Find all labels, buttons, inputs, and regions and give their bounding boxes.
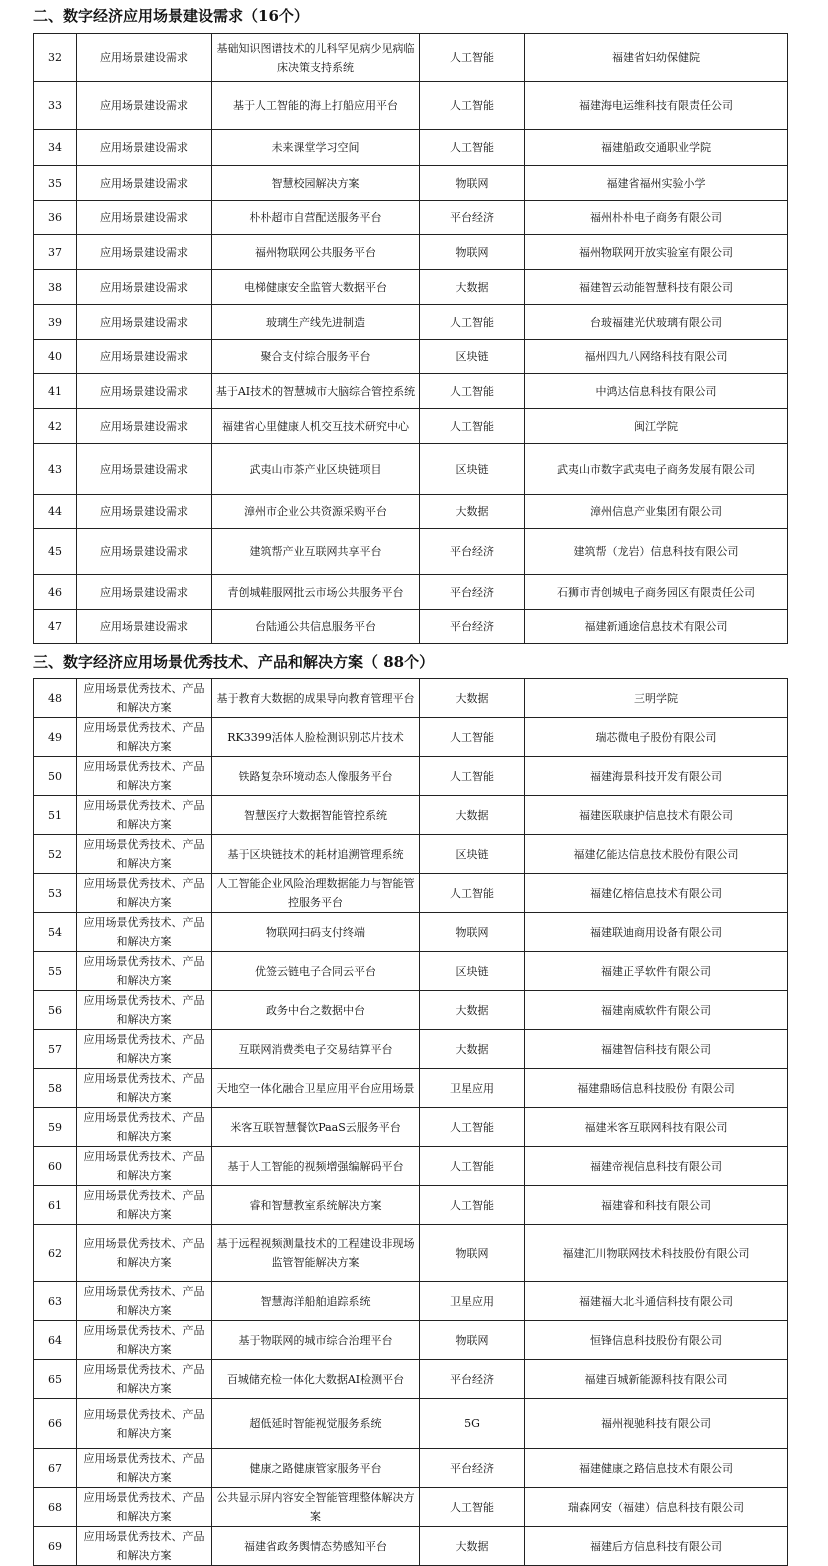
row-field: 平台经济 — [420, 1360, 525, 1399]
row-name: 福建省政务舆情态势感知平台 — [212, 1527, 420, 1566]
row-name: 电梯健康安全监管大数据平台 — [212, 270, 420, 305]
row-name: 武夷山市茶产业区块链项目 — [212, 444, 420, 495]
row-field: 人工智能 — [420, 1488, 525, 1527]
row-unit: 福建新通途信息技术有限公司 — [525, 610, 788, 644]
table-row — [34, 1069, 788, 1108]
row-unit: 福建海景科技开发有限公司 — [525, 757, 788, 796]
table-row — [34, 1186, 788, 1225]
row-category: 应用场景优秀技术、产品和解决方案 — [77, 991, 212, 1030]
row-number: 65 — [34, 1360, 77, 1399]
row-number: 59 — [34, 1108, 77, 1147]
row-number: 55 — [34, 952, 77, 991]
row-number: 68 — [34, 1488, 77, 1527]
row-unit: 漳州信息产业集团有限公司 — [525, 495, 788, 529]
row-category: 应用场景优秀技术、产品和解决方案 — [77, 1108, 212, 1147]
row-category: 应用场景优秀技术、产品和解决方案 — [77, 835, 212, 874]
row-name: 天地空一体化融合卫星应用平台应用场景 — [212, 1069, 420, 1108]
row-unit: 三明学院 — [525, 679, 788, 718]
row-unit: 福州物联网开放实验室有限公司 — [525, 235, 788, 270]
row-category: 应用场景建设需求 — [77, 201, 212, 235]
row-category: 应用场景优秀技术、产品和解决方案 — [77, 1488, 212, 1527]
row-name: 公共显示屏内容安全智能管理整体解决方案 — [212, 1488, 420, 1527]
table-row — [34, 1527, 788, 1566]
row-field: 平台经济 — [420, 529, 525, 575]
row-field: 人工智能 — [420, 409, 525, 444]
row-field: 平台经济 — [420, 201, 525, 235]
table-row — [34, 1108, 788, 1147]
row-category: 应用场景优秀技术、产品和解决方案 — [77, 1186, 212, 1225]
row-field: 人工智能 — [420, 874, 525, 913]
row-category: 应用场景优秀技术、产品和解决方案 — [77, 796, 212, 835]
table-row — [34, 82, 788, 130]
row-unit: 福建亿榕信息技术有限公司 — [525, 874, 788, 913]
row-name: 朴朴超市自营配送服务平台 — [212, 201, 420, 235]
row-number: 69 — [34, 1527, 77, 1566]
row-name: 福建省心里健康人机交互技术研究中心 — [212, 409, 420, 444]
row-unit: 福建亿能达信息技术股份有限公司 — [525, 835, 788, 874]
table-row — [34, 34, 788, 82]
row-field: 人工智能 — [420, 130, 525, 166]
row-number: 66 — [34, 1399, 77, 1449]
row-unit: 福建米客互联网科技有限公司 — [525, 1108, 788, 1147]
row-name: 建筑帮产业互联网共享平台 — [212, 529, 420, 575]
row-unit: 瑞芯微电子股份有限公司 — [525, 718, 788, 757]
table-row — [34, 1147, 788, 1186]
row-name: 漳州市企业公共资源采购平台 — [212, 495, 420, 529]
row-field: 人工智能 — [420, 82, 525, 130]
table-row — [34, 913, 788, 952]
row-field: 物联网 — [420, 1225, 525, 1282]
row-name: 优签云链电子合同云平台 — [212, 952, 420, 991]
row-category: 应用场景优秀技术、产品和解决方案 — [77, 718, 212, 757]
row-name: 政务中台之数据中台 — [212, 991, 420, 1030]
row-category: 应用场景优秀技术、产品和解决方案 — [77, 1399, 212, 1449]
row-field: 区块链 — [420, 340, 525, 374]
row-name: 睿和智慧教室系统解决方案 — [212, 1186, 420, 1225]
row-name: 人工智能企业风险治理数据能力与智能管控服务平台 — [212, 874, 420, 913]
row-unit: 福建睿和科技有限公司 — [525, 1186, 788, 1225]
row-unit: 福建鼎旸信息科技股份 有限公司 — [525, 1069, 788, 1108]
row-field: 平台经济 — [420, 575, 525, 610]
row-number: 47 — [34, 610, 77, 644]
table-row — [34, 130, 788, 166]
row-number: 62 — [34, 1225, 77, 1282]
row-number: 56 — [34, 991, 77, 1030]
row-unit: 福建智云动能智慧科技有限公司 — [525, 270, 788, 305]
row-unit: 福建南威软件有限公司 — [525, 991, 788, 1030]
row-number: 34 — [34, 130, 77, 166]
row-category: 应用场景建设需求 — [77, 444, 212, 495]
row-category: 应用场景建设需求 — [77, 270, 212, 305]
row-field: 物联网 — [420, 913, 525, 952]
row-category: 应用场景建设需求 — [77, 374, 212, 409]
row-unit: 福建联迪商用设备有限公司 — [525, 913, 788, 952]
table-row — [34, 374, 788, 409]
row-name: 基于教育大数据的成果导向教育管理平台 — [212, 679, 420, 718]
row-unit: 中鸿达信息科技有限公司 — [525, 374, 788, 409]
row-number: 48 — [34, 679, 77, 718]
row-name: 超低延时智能视觉服务系统 — [212, 1399, 420, 1449]
row-field: 区块链 — [420, 444, 525, 495]
row-field: 人工智能 — [420, 374, 525, 409]
table-row — [34, 201, 788, 235]
row-unit: 福建省妇幼保健院 — [525, 34, 788, 82]
row-unit: 闽江学院 — [525, 409, 788, 444]
row-field: 大数据 — [420, 1527, 525, 1566]
row-field: 人工智能 — [420, 757, 525, 796]
row-number: 53 — [34, 874, 77, 913]
row-unit: 福州四九八网络科技有限公司 — [525, 340, 788, 374]
row-category: 应用场景优秀技术、产品和解决方案 — [77, 679, 212, 718]
row-unit: 恒锋信息科技股份有限公司 — [525, 1321, 788, 1360]
row-unit: 福建医联康护信息技术有限公司 — [525, 796, 788, 835]
row-category: 应用场景建设需求 — [77, 575, 212, 610]
row-name: 基础知识图谱技术的儿科罕见病少见病临床决策支持系统 — [212, 34, 420, 82]
row-field: 区块链 — [420, 835, 525, 874]
row-number: 41 — [34, 374, 77, 409]
row-name: 基于人工智能的视频增强编解码平台 — [212, 1147, 420, 1186]
row-category: 应用场景优秀技术、产品和解决方案 — [77, 913, 212, 952]
table-row — [34, 991, 788, 1030]
row-field: 平台经济 — [420, 1449, 525, 1488]
row-unit: 瑞森网安（福建）信息科技有限公司 — [525, 1488, 788, 1527]
solutions-table — [33, 678, 788, 1566]
row-category: 应用场景建设需求 — [77, 166, 212, 201]
row-field: 大数据 — [420, 991, 525, 1030]
row-field: 大数据 — [420, 796, 525, 835]
table-row — [34, 270, 788, 305]
table-row — [34, 305, 788, 340]
row-category: 应用场景建设需求 — [77, 495, 212, 529]
row-unit: 福建船政交通职业学院 — [525, 130, 788, 166]
table-row — [34, 575, 788, 610]
row-number: 61 — [34, 1186, 77, 1225]
section-2-title: 二、数字经济应用场景建设需求（16个） — [33, 7, 309, 25]
row-category: 应用场景优秀技术、产品和解决方案 — [77, 1069, 212, 1108]
row-unit: 武夷山市数字武夷电子商务发展有限公司 — [525, 444, 788, 495]
row-name: 铁路复杂环境动态人像服务平台 — [212, 757, 420, 796]
row-name: 智慧医疗大数据智能管控系统 — [212, 796, 420, 835]
row-name: 聚合支付综合服务平台 — [212, 340, 420, 374]
row-category: 应用场景优秀技术、产品和解决方案 — [77, 1321, 212, 1360]
row-name: 智慧海洋船舶追踪系统 — [212, 1282, 420, 1321]
table-row — [34, 1488, 788, 1527]
row-unit: 福建省福州实验小学 — [525, 166, 788, 201]
row-number: 32 — [34, 34, 77, 82]
row-field: 人工智能 — [420, 1108, 525, 1147]
row-number: 42 — [34, 409, 77, 444]
row-number: 60 — [34, 1147, 77, 1186]
table-row — [34, 1225, 788, 1282]
row-number: 54 — [34, 913, 77, 952]
table-row — [34, 1449, 788, 1488]
row-name: 未来课堂学习空间 — [212, 130, 420, 166]
row-number: 58 — [34, 1069, 77, 1108]
row-name: 米客互联智慧餐饮PaaS云服务平台 — [212, 1108, 420, 1147]
row-field: 大数据 — [420, 270, 525, 305]
row-category: 应用场景建设需求 — [77, 34, 212, 82]
row-field: 人工智能 — [420, 718, 525, 757]
row-unit: 福建百城新能源科技有限公司 — [525, 1360, 788, 1399]
row-name: 玻璃生产线先进制造 — [212, 305, 420, 340]
row-category: 应用场景建设需求 — [77, 409, 212, 444]
table-row — [34, 444, 788, 495]
row-field: 大数据 — [420, 679, 525, 718]
row-name: 福州物联网公共服务平台 — [212, 235, 420, 270]
row-unit: 福建智信科技有限公司 — [525, 1030, 788, 1069]
table-row — [34, 340, 788, 374]
table-row — [34, 952, 788, 991]
row-number: 46 — [34, 575, 77, 610]
row-category: 应用场景优秀技术、产品和解决方案 — [77, 1282, 212, 1321]
row-number: 38 — [34, 270, 77, 305]
row-field: 人工智能 — [420, 1186, 525, 1225]
row-field: 区块链 — [420, 952, 525, 991]
row-number: 52 — [34, 835, 77, 874]
row-field: 人工智能 — [420, 305, 525, 340]
row-name: 台陆通公共信息服务平台 — [212, 610, 420, 644]
row-category: 应用场景建设需求 — [77, 340, 212, 374]
row-number: 49 — [34, 718, 77, 757]
table-row — [34, 235, 788, 270]
table-row — [34, 1321, 788, 1360]
row-field: 人工智能 — [420, 1147, 525, 1186]
row-unit: 台玻福建光伏玻璃有限公司 — [525, 305, 788, 340]
row-number: 43 — [34, 444, 77, 495]
row-unit: 福州朴朴电子商务有限公司 — [525, 201, 788, 235]
row-category: 应用场景优秀技术、产品和解决方案 — [77, 1360, 212, 1399]
row-number: 33 — [34, 82, 77, 130]
row-name: 百城储充检一体化大数据AI检测平台 — [212, 1360, 420, 1399]
row-name: 基于物联网的城市综合治理平台 — [212, 1321, 420, 1360]
row-number: 45 — [34, 529, 77, 575]
row-number: 67 — [34, 1449, 77, 1488]
table-row — [34, 718, 788, 757]
row-number: 35 — [34, 166, 77, 201]
row-unit: 福州视驰科技有限公司 — [525, 1399, 788, 1449]
row-number: 64 — [34, 1321, 77, 1360]
table-row — [34, 495, 788, 529]
row-field: 物联网 — [420, 1321, 525, 1360]
table-row — [34, 835, 788, 874]
row-category: 应用场景优秀技术、产品和解决方案 — [77, 874, 212, 913]
row-unit: 福建健康之路信息技术有限公司 — [525, 1449, 788, 1488]
row-category: 应用场景优秀技术、产品和解决方案 — [77, 952, 212, 991]
row-number: 57 — [34, 1030, 77, 1069]
row-field: 大数据 — [420, 1030, 525, 1069]
row-category: 应用场景建设需求 — [77, 305, 212, 340]
row-field: 5G — [420, 1399, 525, 1449]
row-name: 基于区块链技术的耗材追溯管理系统 — [212, 835, 420, 874]
row-name: 互联网消费类电子交易结算平台 — [212, 1030, 420, 1069]
row-number: 36 — [34, 201, 77, 235]
row-unit: 福建后方信息科技有限公司 — [525, 1527, 788, 1566]
row-field: 卫星应用 — [420, 1069, 525, 1108]
row-category: 应用场景优秀技术、产品和解决方案 — [77, 757, 212, 796]
row-unit: 福建汇川物联网技术科技股份有限公司 — [525, 1225, 788, 1282]
row-category: 应用场景优秀技术、产品和解决方案 — [77, 1527, 212, 1566]
row-number: 39 — [34, 305, 77, 340]
table-row — [34, 1360, 788, 1399]
table-row — [34, 796, 788, 835]
row-field: 人工智能 — [420, 34, 525, 82]
row-number: 51 — [34, 796, 77, 835]
row-field: 卫星应用 — [420, 1282, 525, 1321]
row-name: 健康之路健康管家服务平台 — [212, 1449, 420, 1488]
row-category: 应用场景优秀技术、产品和解决方案 — [77, 1030, 212, 1069]
row-unit: 福建福大北斗通信科技有限公司 — [525, 1282, 788, 1321]
row-category: 应用场景建设需求 — [77, 130, 212, 166]
section-3-title: 三、数字经济应用场景优秀技术、产品和解决方案（ 88个） — [33, 653, 435, 671]
table-row — [34, 874, 788, 913]
table-row — [34, 757, 788, 796]
row-category: 应用场景优秀技术、产品和解决方案 — [77, 1225, 212, 1282]
row-name: 基于人工智能的海上打船应用平台 — [212, 82, 420, 130]
row-unit: 福建海电运维科技有限责任公司 — [525, 82, 788, 130]
row-number: 37 — [34, 235, 77, 270]
row-name: 智慧校园解决方案 — [212, 166, 420, 201]
row-number: 63 — [34, 1282, 77, 1321]
row-name: 青创城鞋服网批云市场公共服务平台 — [212, 575, 420, 610]
table-row — [34, 166, 788, 201]
table-row — [34, 409, 788, 444]
row-category: 应用场景优秀技术、产品和解决方案 — [77, 1449, 212, 1488]
row-name: RK3399活体人脸检测识别芯片技术 — [212, 718, 420, 757]
table-row — [34, 679, 788, 718]
row-field: 物联网 — [420, 166, 525, 201]
table-row — [34, 610, 788, 644]
row-name: 物联网扫码支付终端 — [212, 913, 420, 952]
row-field: 大数据 — [420, 495, 525, 529]
row-category: 应用场景建设需求 — [77, 235, 212, 270]
row-unit: 石狮市青创城电子商务园区有限责任公司 — [525, 575, 788, 610]
row-field: 平台经济 — [420, 610, 525, 644]
demand-table — [33, 33, 788, 644]
row-number: 40 — [34, 340, 77, 374]
row-unit: 福建正孚软件有限公司 — [525, 952, 788, 991]
row-name: 基于AI技术的智慧城市大脑综合管控系统 — [212, 374, 420, 409]
table-row — [34, 529, 788, 575]
row-category: 应用场景建设需求 — [77, 529, 212, 575]
table-row — [34, 1030, 788, 1069]
table-row — [34, 1282, 788, 1321]
row-number: 44 — [34, 495, 77, 529]
row-name: 基于远程视频测量技术的工程建设非现场监管智能解决方案 — [212, 1225, 420, 1282]
row-category: 应用场景优秀技术、产品和解决方案 — [77, 1147, 212, 1186]
row-category: 应用场景建设需求 — [77, 610, 212, 644]
row-category: 应用场景建设需求 — [77, 82, 212, 130]
table-row — [34, 1399, 788, 1449]
row-unit: 福建帝视信息科技有限公司 — [525, 1147, 788, 1186]
row-number: 50 — [34, 757, 77, 796]
row-unit: 建筑帮（龙岩）信息科技有限公司 — [525, 529, 788, 575]
row-field: 物联网 — [420, 235, 525, 270]
